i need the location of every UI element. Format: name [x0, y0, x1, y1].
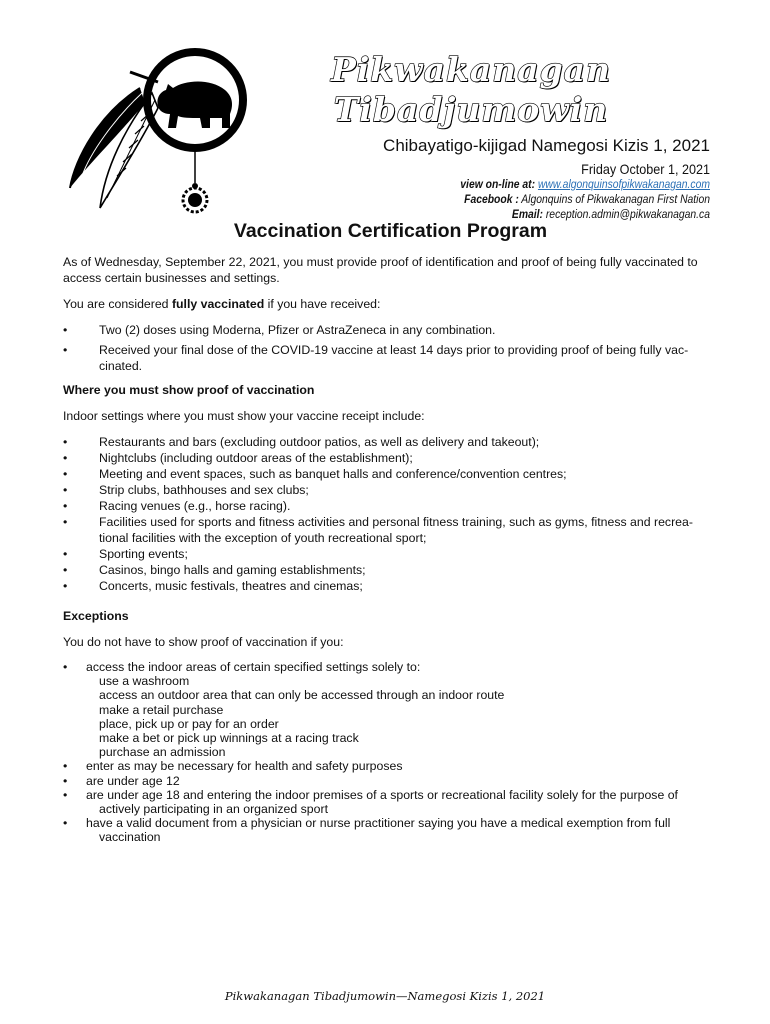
list-item: • Restaurants and bars (excluding outdoor patios, as well as delivery and takeout);: [63, 434, 718, 450]
list-item: • Nightclubs (including outdoor areas of the establishment);: [63, 450, 718, 466]
list-item: • Two (2) doses using Moderna, Pfizer or AstraZeneca in any combination.: [63, 322, 718, 338]
list-item: • Strip clubs, bathhouses and sex clubs;: [63, 482, 718, 498]
fully-post-text: if you have received:: [267, 297, 381, 311]
email-label: Email:: [511, 209, 543, 221]
exception-line: • have a valid document from a physician or nurse practitioner saying you have a medical exemption from full: [86, 816, 671, 831]
where-heading: Where you must show proof of vaccination: [63, 383, 315, 397]
online-label: view on-line at:: [460, 179, 536, 191]
exception-subitem: place, pick up or pay for an order: [99, 716, 279, 731]
exception-subitem: make a retail purchase: [99, 702, 224, 717]
exception-subitem: purchase an admission: [99, 745, 226, 760]
exception-subitem: access an outdoor area that can only be accessed through an indoor route: [99, 688, 505, 703]
list-item: • Facilities used for sports and fitness activities and personal fitness training, such as gyms, fitness and recrea-tional facilities with the exception of youth recreational sport;: [63, 514, 718, 546]
dreamcatcher-bear-logo: [60, 48, 260, 228]
list-item: • Meeting and event spaces, such as banquet halls and conference/convention centres;: [63, 466, 718, 482]
exception-subitem: make a bet or pick up winnings at a racing track: [99, 731, 359, 746]
exceptions-heading: Exceptions: [63, 609, 129, 623]
exception-line: actively participating in an organized sport: [99, 802, 328, 817]
email-value: reception.admin@pikwakanagan.ca: [545, 209, 710, 221]
bear-icon: [157, 82, 232, 129]
exception-main: • access the indoor areas of certain specified settings solely to:: [86, 660, 421, 674]
intro-paragraph: As of Wednesday, September 22, 2021, you must provide proof of identification and proof of being fully vaccinated to access certain businesses and settings.: [63, 255, 698, 285]
exception-subitem: use a washroom: [99, 674, 190, 689]
list-item: • Received your final dose of the COVID-19 vaccine at least 14 days prior to providing proof of being fully vac-cinated.: [63, 342, 718, 374]
issue-date: Friday October 1, 2021: [581, 161, 710, 177]
exception-line: vaccination: [99, 830, 161, 845]
fully-vaccinated-paragraph: [63, 296, 718, 312]
where-intro: Indoor settings where you must show your vaccine receipt include:: [63, 409, 425, 423]
fully-bold-text: fully vaccinated: [171, 297, 265, 311]
list-item: • Concerts, music festivals, theatres and cinemas;: [63, 578, 718, 594]
facebook-line: [287, 193, 710, 208]
newsletter-subtitle: Chibayatigo-kijigad Namegosi Kizis 1, 2021: [383, 136, 710, 155]
list-item: • enter as may be necessary for health and safety purposes: [63, 759, 718, 773]
website-link[interactable]: www.algonquinsofpikwakanagan.com: [537, 179, 710, 191]
exception-line: • are under age 18 and entering the indoor premises of a sports or recreational facility solely for the purpose of: [86, 787, 678, 802]
newsletter-title: Pikwakanagan Tibadjumowin: [330, 50, 612, 129]
online-line: [287, 178, 710, 193]
list-item: [63, 788, 718, 816]
page-footer: Pikwakanagan Tibadjumowin—Namegosi Kizis 1, 2021: [224, 989, 546, 1003]
where-list: [63, 434, 718, 594]
exceptions-intro: You do not have to show proof of vaccination if you:: [63, 635, 344, 649]
facebook-value: Algonquins of Pikwakanagan First Nation: [521, 194, 710, 206]
article-title: Vaccination Certification Program: [233, 220, 548, 242]
list-item: • are under age 12: [63, 774, 718, 788]
fully-pre-text: You are considered: [63, 297, 169, 311]
list-item: [63, 816, 718, 844]
article-body: [63, 218, 718, 853]
list-item: • Casinos, bingo halls and gaming establishments;: [63, 562, 718, 578]
list-item: • Racing venues (e.g., horse racing).: [63, 498, 718, 514]
list-item: • Sporting events;: [63, 546, 718, 562]
masthead: [240, 50, 710, 223]
list-item: [63, 660, 718, 759]
exceptions-list: [63, 660, 718, 845]
facebook-label: Facebook :: [464, 194, 519, 206]
fully-vaccinated-list: [63, 322, 718, 374]
